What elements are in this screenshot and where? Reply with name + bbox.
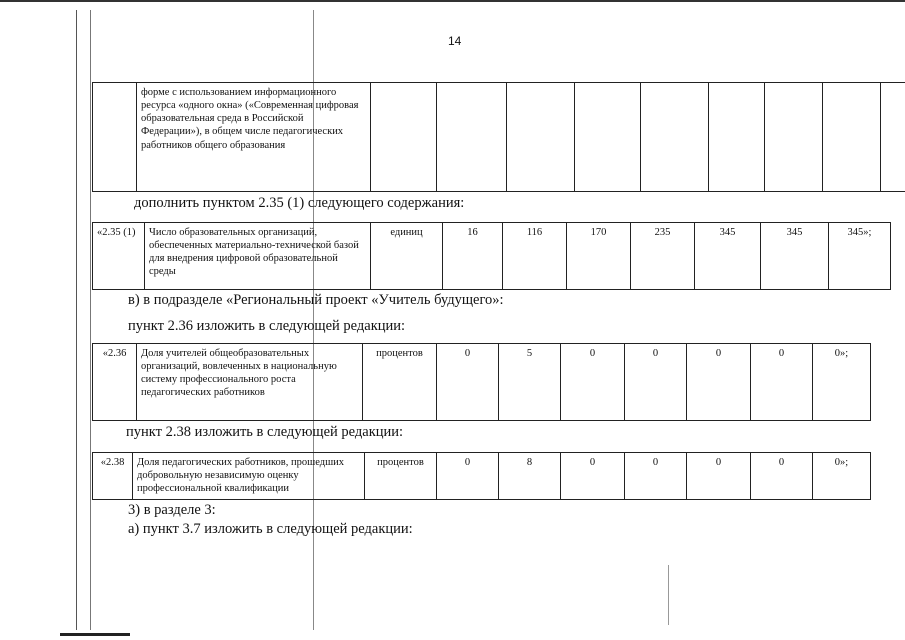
value-cell: 0 bbox=[437, 344, 499, 421]
code-cell bbox=[93, 83, 137, 192]
value-cell: 0 bbox=[561, 453, 625, 500]
table-row bbox=[93, 453, 871, 500]
table-2-36 bbox=[92, 343, 871, 421]
cell bbox=[765, 83, 823, 192]
page-number: 14 bbox=[448, 34, 462, 48]
value-cell: 345»; bbox=[829, 223, 891, 290]
paragraph: в) в подразделе «Региональный проект «Учитель будущего»: bbox=[128, 292, 504, 308]
indicator-code: «2.35 (1) bbox=[93, 223, 145, 290]
indicator-code: «2.36 bbox=[93, 344, 137, 421]
value-cell: 0 bbox=[437, 453, 499, 500]
scan-line bbox=[668, 565, 669, 625]
value-cell: 0 bbox=[625, 453, 687, 500]
value-cell: 16 bbox=[443, 223, 503, 290]
value-cell: 0 bbox=[625, 344, 687, 421]
indicator-name: форме с использованием информационного ресурса «одного окна» («Современная цифровая образовательная среда в Российской Федерации»), в общем числе педагогических работников общего образования bbox=[137, 83, 371, 192]
value-cell: 0 bbox=[687, 344, 751, 421]
table-row bbox=[93, 223, 891, 290]
value-cell: 5 bbox=[499, 344, 561, 421]
cell bbox=[641, 83, 709, 192]
value-cell: 235 bbox=[631, 223, 695, 290]
cell bbox=[371, 83, 437, 192]
cell bbox=[507, 83, 575, 192]
value-cell: 116 bbox=[503, 223, 567, 290]
paragraph: дополнить пунктом 2.35 (1) следующего содержания: bbox=[134, 195, 465, 211]
indicator-code: «2.38 bbox=[93, 453, 133, 500]
scan-mark bbox=[60, 633, 130, 636]
value-cell: 0 bbox=[751, 453, 813, 500]
value-cell: 345 bbox=[695, 223, 761, 290]
value-cell: 170 bbox=[567, 223, 631, 290]
cell bbox=[881, 83, 905, 192]
scan-line bbox=[90, 10, 91, 630]
value-cell: 0 bbox=[751, 344, 813, 421]
indicator-name: Доля учителей общеобразовательных организаций, вовлеченных в национальную систему профессионального роста педагогических работников bbox=[137, 344, 363, 421]
value-cell: 0 bbox=[687, 453, 751, 500]
value-cell: 0 bbox=[561, 344, 625, 421]
unit-cell: процентов bbox=[363, 344, 437, 421]
value-cell: 0»; bbox=[813, 344, 871, 421]
table-2-35-1 bbox=[92, 222, 891, 290]
cell bbox=[437, 83, 507, 192]
cell bbox=[709, 83, 765, 192]
paragraph: 3) в разделе 3: bbox=[128, 502, 216, 518]
unit-cell: единиц bbox=[371, 223, 443, 290]
indicator-name: Число образовательных организаций, обеспеченных материально-технической базой для внедрения цифровой образовательной среды bbox=[145, 223, 371, 290]
indicator-name: Доля педагогических работников, прошедших добровольную независимую оценку профессиональной квалификации bbox=[133, 453, 365, 500]
paragraph: пункт 2.36 изложить в следующей редакции: bbox=[128, 318, 406, 334]
table-row bbox=[93, 344, 871, 421]
scan-edge-top bbox=[0, 0, 905, 2]
unit-cell: процентов bbox=[365, 453, 437, 500]
scan-line bbox=[76, 10, 77, 630]
value-cell: 0»; bbox=[813, 453, 871, 500]
paragraph: пункт 2.38 изложить в следующей редакции: bbox=[126, 424, 404, 440]
cell bbox=[575, 83, 641, 192]
cell bbox=[823, 83, 881, 192]
table-continuation bbox=[92, 82, 905, 192]
paragraph: а) пункт 3.7 изложить в следующей редакции: bbox=[128, 521, 413, 537]
table-row bbox=[93, 83, 905, 192]
table-2-38 bbox=[92, 452, 871, 500]
value-cell: 8 bbox=[499, 453, 561, 500]
value-cell: 345 bbox=[761, 223, 829, 290]
